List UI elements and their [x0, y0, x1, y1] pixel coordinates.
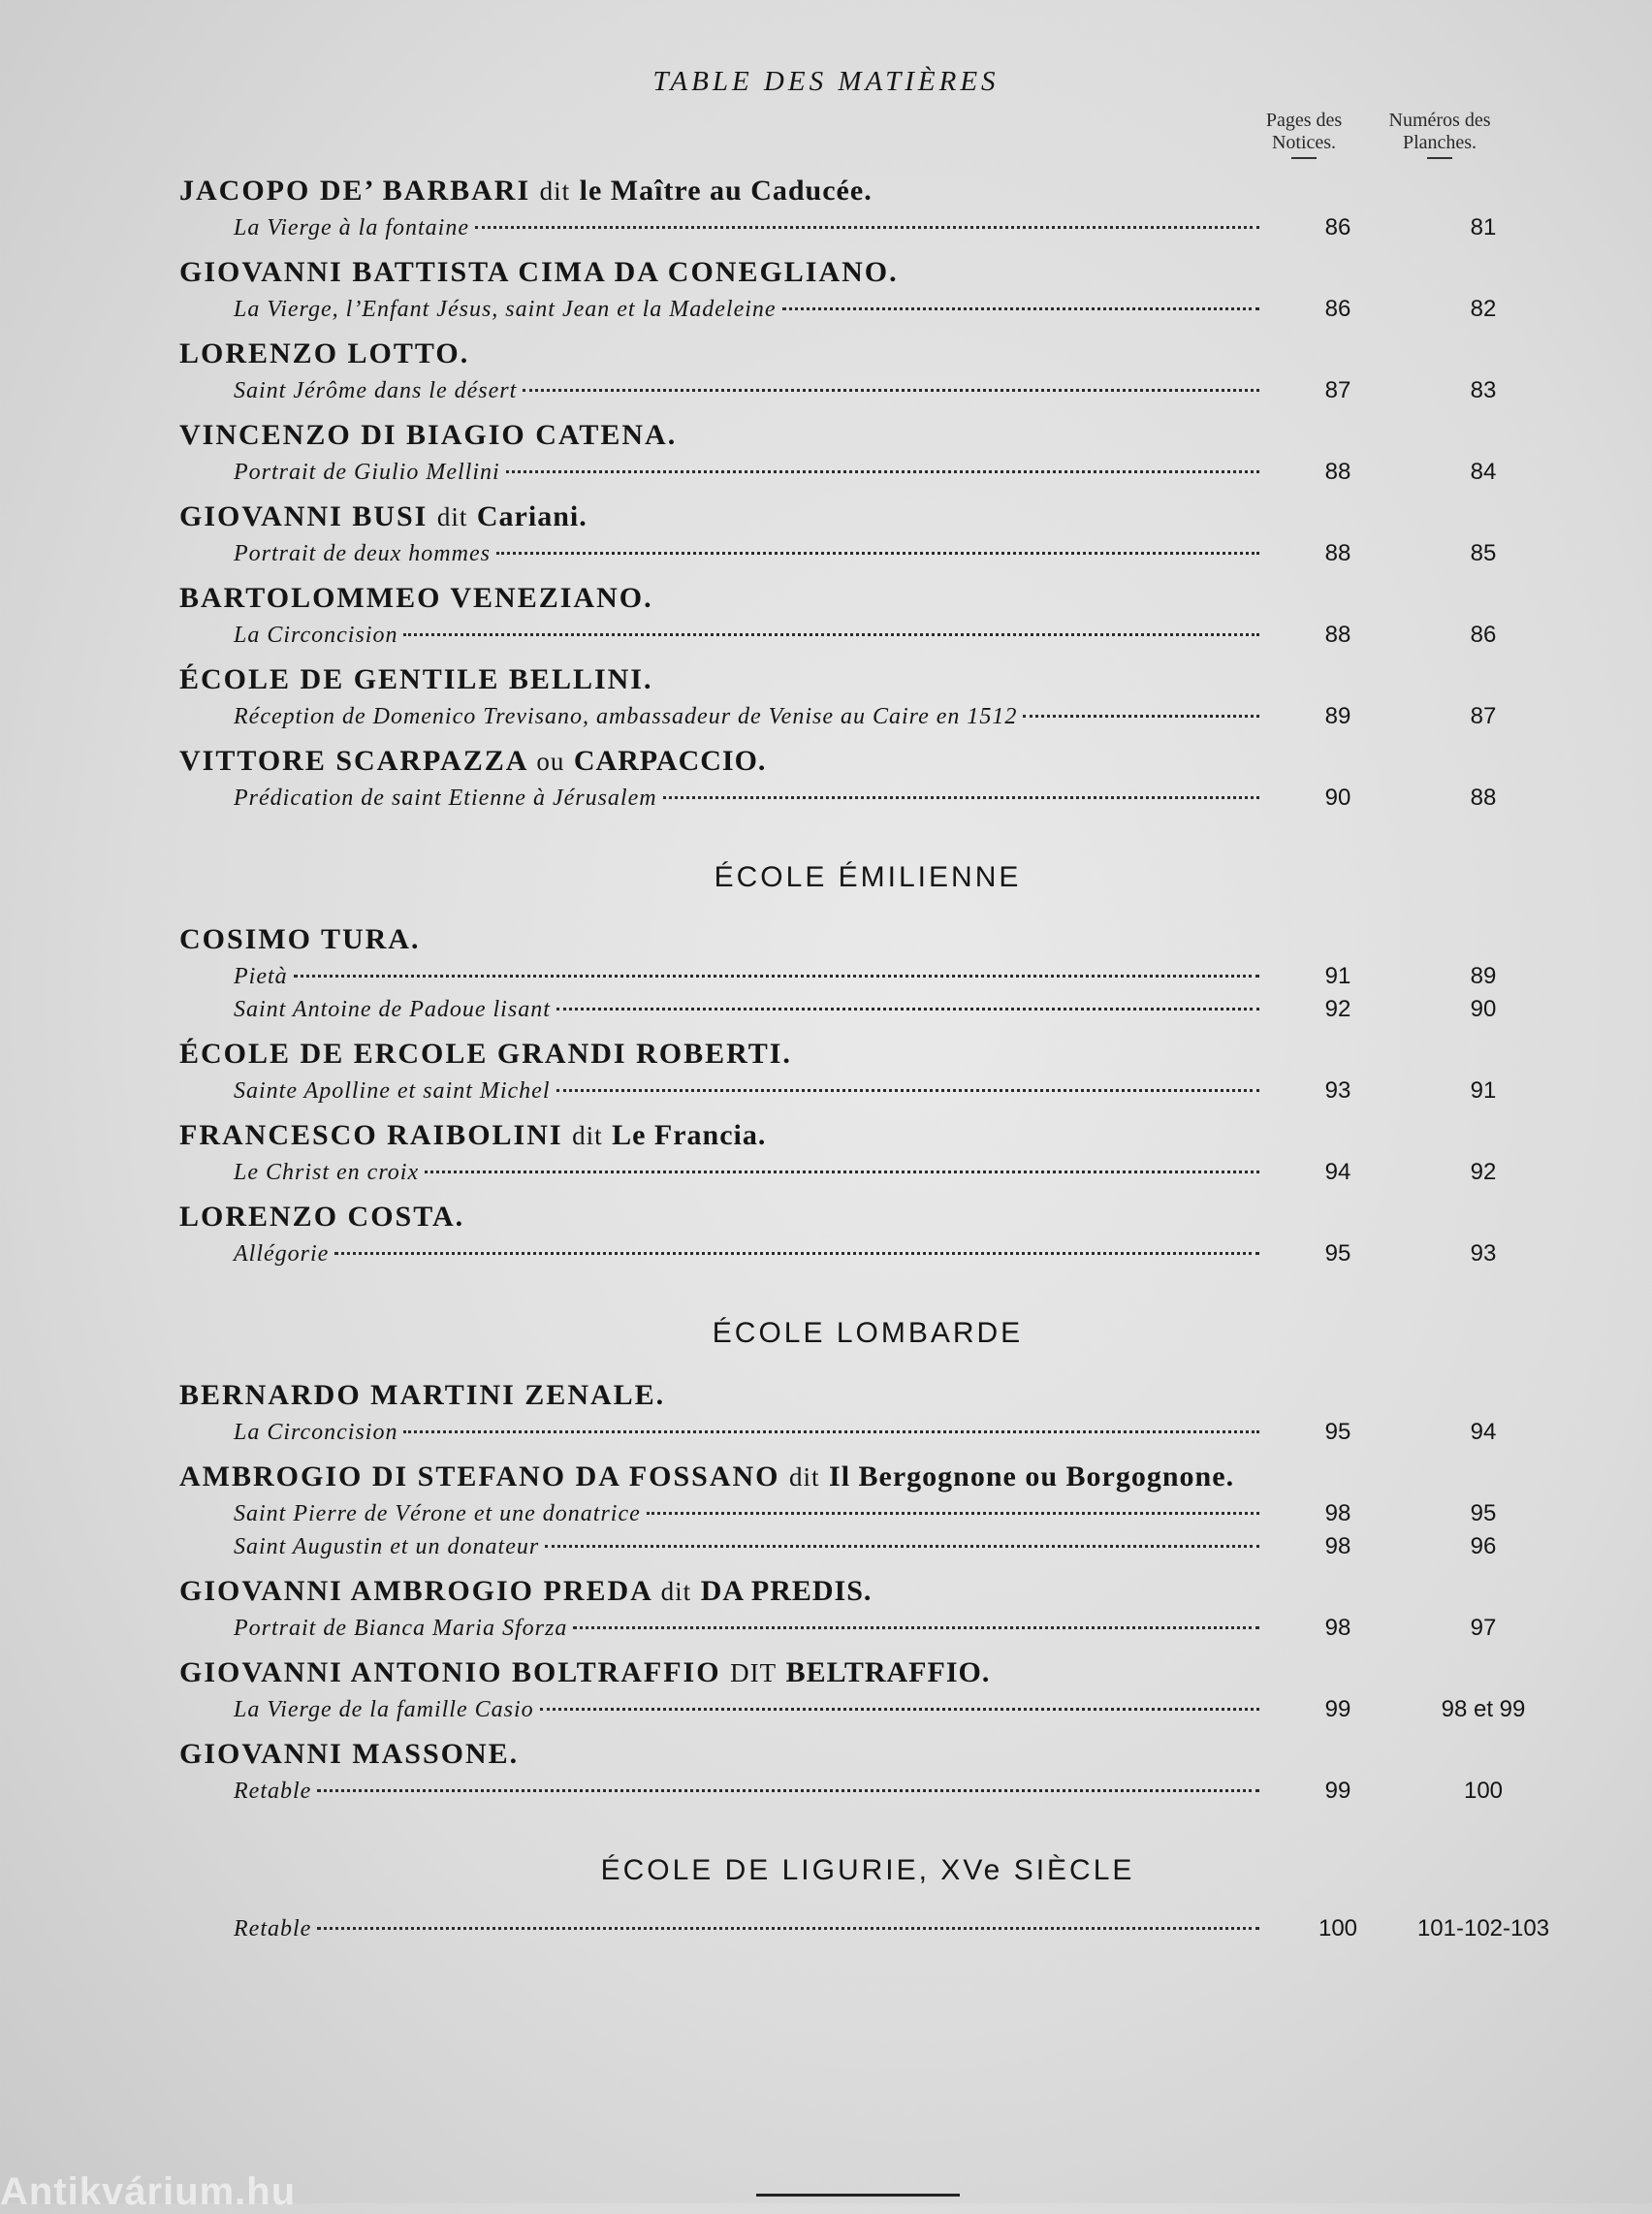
artist-alias: CARPACCIO — [573, 745, 758, 777]
work-row — [179, 1497, 1556, 1530]
dot-leader — [334, 1252, 1259, 1255]
artist-name: GIOVANNI AMBROGIO PREDA — [179, 1575, 652, 1607]
notice-page: 88 — [1324, 540, 1351, 566]
work-row — [179, 537, 1556, 570]
notice-page: 98 — [1324, 1533, 1351, 1559]
dot-leader — [294, 975, 1259, 978]
toc-entry — [179, 1734, 1556, 1808]
artist-name: COSIMO TURA — [179, 923, 411, 955]
artist-line: GIOVANNI AMBROGIO PREDA dit DA PREDIS. — [179, 1575, 874, 1607]
plate-number: 96 — [1470, 1533, 1497, 1559]
work-row — [179, 1156, 1556, 1189]
work-row — [179, 619, 1556, 652]
dot-leader — [523, 389, 1259, 392]
toc-entry — [179, 252, 1556, 326]
artist-name: VITTORE SCARPAZZA — [179, 745, 527, 777]
dot-leader — [425, 1171, 1259, 1173]
artist-line: FRANCESCO RAIBOLINI dit Le Francia. — [179, 1119, 768, 1151]
artist-name: FRANCESCO RAIBOLINI — [179, 1119, 563, 1151]
work-title: Saint Jérôme dans le désert — [234, 378, 518, 403]
column-header-plates — [1367, 110, 1512, 159]
work-row — [179, 1612, 1556, 1645]
plate-number: 93 — [1470, 1240, 1497, 1267]
work-row — [179, 293, 1556, 326]
artist-name: VINCENZO DI BIAGIO CATENA — [179, 419, 668, 451]
work-title: Portrait de Bianca Maria Sforza — [234, 1616, 568, 1641]
toc-entry — [179, 578, 1556, 652]
work-row — [179, 374, 1556, 407]
artist-line: JACOPO DE’ BARBARI dit le Maître au Caducée. — [179, 175, 874, 207]
artist-alias: Cariani — [476, 500, 580, 532]
artist-name: JACOPO DE’ BARBARI — [179, 175, 531, 207]
dot-leader — [545, 1545, 1259, 1548]
artist-line: VINCENZO DI BIAGIO CATENA. — [179, 419, 678, 451]
artist-line: LORENZO LOTTO. — [179, 337, 470, 369]
plate-number: 89 — [1470, 963, 1497, 989]
dot-leader — [317, 1789, 1259, 1792]
plate-number: 97 — [1470, 1615, 1497, 1641]
column-header-plates-line2: Planches. — [1402, 132, 1477, 153]
plate-number: 98 et 99 — [1441, 1696, 1526, 1722]
column-header-pages — [1231, 110, 1377, 159]
notice-page: 98 — [1324, 1500, 1351, 1526]
artist-alias: Le Francia — [612, 1119, 758, 1151]
artist-line: GIOVANNI ANTONIO BOLTRAFFIO DIT BELTRAFFIO. — [179, 1656, 992, 1688]
work-title: Allégorie — [234, 1241, 330, 1267]
column-header-pages-line2: Notices. — [1271, 132, 1337, 153]
dot-leader — [647, 1512, 1259, 1515]
toc-entry — [179, 1115, 1556, 1189]
work-row — [179, 211, 1556, 244]
work-title: La Vierge de la famille Casio — [234, 1697, 534, 1722]
work-title: Portrait de Giulio Mellini — [234, 460, 500, 485]
toc-entry — [179, 1912, 1556, 1945]
work-title: La Circoncision — [234, 1420, 398, 1445]
artist-name: BARTOLOMMEO VENEZIANO — [179, 582, 645, 614]
work-title: Retable — [234, 1779, 312, 1804]
work-title: Saint Antoine de Padoue lisant — [234, 997, 551, 1022]
work-row — [179, 1775, 1556, 1808]
plate-number: 94 — [1470, 1419, 1497, 1445]
dot-leader — [1023, 715, 1259, 718]
toc-entry — [179, 659, 1556, 733]
work-row — [179, 993, 1556, 1026]
notice-page: 86 — [1324, 214, 1351, 241]
footer-rule — [756, 2194, 960, 2197]
toc-entry — [179, 171, 1556, 244]
artist-name: GIOVANNI MASSONE — [179, 1738, 510, 1770]
artist-line: AMBROGIO DI STEFANO DA FOSSANO dit Il Bergognone ou Borgognone. — [179, 1460, 1236, 1492]
artist-name: BERNARDO MARTINI ZENALE — [179, 1379, 656, 1411]
work-row — [179, 1416, 1556, 1449]
artist-dit: dit — [539, 176, 571, 206]
toc-entry — [179, 1375, 1556, 1449]
plate-number: 87 — [1470, 703, 1497, 729]
work-row — [179, 700, 1556, 733]
notice-page: 90 — [1324, 785, 1351, 811]
artist-dit: dit — [660, 1577, 692, 1606]
artist-line: GIOVANNI MASSONE. — [179, 1738, 520, 1770]
work-title: Sainte Apolline et saint Michel — [234, 1078, 551, 1104]
work-row — [179, 1530, 1556, 1563]
notice-page: 93 — [1324, 1077, 1351, 1104]
work-title: Réception de Domenico Trevisano, ambassadeur de Venise au Caire en 1512 — [234, 704, 1018, 729]
artist-name: AMBROGIO DI STEFANO DA FOSSANO — [179, 1460, 780, 1492]
artist-alias: BELTRAFFIO — [785, 1656, 982, 1688]
toc-entry — [179, 919, 1556, 1026]
work-row — [179, 782, 1556, 815]
artist-dit: dit — [789, 1462, 820, 1492]
notice-page: 95 — [1324, 1419, 1351, 1445]
work-title: Retable — [234, 1916, 312, 1941]
artist-name: LORENZO COSTA — [179, 1201, 456, 1233]
notice-page: 99 — [1324, 1778, 1351, 1804]
school-heading: ÉCOLE LOMBARDE — [712, 1317, 1024, 1349]
notice-page: 89 — [1324, 703, 1351, 729]
artist-name: ÉCOLE DE ERCOLE GRANDI ROBERTI — [179, 1038, 783, 1070]
column-header-plates-line1: Numéros des — [1388, 110, 1491, 131]
dot-leader — [475, 226, 1259, 229]
toc-entry — [179, 1571, 1556, 1645]
notice-page: 92 — [1324, 996, 1351, 1022]
dot-leader — [506, 470, 1259, 473]
plate-number: 100 — [1463, 1778, 1504, 1804]
work-row — [179, 960, 1556, 993]
artist-alias: DA PREDIS — [700, 1575, 864, 1607]
watermark: Antikvárium.hu — [0, 2170, 297, 2213]
work-title: La Vierge à la fontaine — [234, 215, 469, 241]
dot-leader — [317, 1927, 1259, 1930]
dot-leader — [403, 633, 1259, 636]
artist-alias: Il Bergognone ou Borgognone — [829, 1460, 1226, 1492]
dot-leader — [496, 552, 1259, 555]
notice-page: 88 — [1324, 622, 1351, 648]
dot-leader — [556, 1089, 1260, 1092]
work-title: Prédication de saint Etienne à Jérusalem — [234, 786, 657, 811]
artist-line: COSIMO TURA. — [179, 923, 421, 955]
dot-leader — [540, 1708, 1259, 1711]
artist-dit: dit — [436, 502, 468, 531]
plate-number: 84 — [1470, 459, 1497, 485]
column-dash — [1291, 157, 1317, 159]
dot-leader — [663, 796, 1259, 799]
toc-entry — [179, 1457, 1556, 1563]
work-title: La Circoncision — [234, 623, 398, 648]
toc-entry — [179, 1197, 1556, 1270]
artist-line: ÉCOLE DE ERCOLE GRANDI ROBERTI. — [179, 1038, 792, 1070]
notice-page: 99 — [1324, 1696, 1351, 1722]
plate-number: 86 — [1470, 622, 1497, 648]
artist-name: ÉCOLE DE GENTILE BELLINI — [179, 663, 644, 695]
notice-page: 94 — [1324, 1159, 1351, 1185]
table-of-contents — [179, 163, 1556, 1945]
work-title: Le Christ en croix — [234, 1160, 420, 1185]
artist-dit: dit — [572, 1121, 603, 1150]
notice-page: 95 — [1324, 1240, 1351, 1267]
column-dash — [1427, 157, 1452, 159]
plate-number: 92 — [1470, 1159, 1497, 1185]
school-heading: ÉCOLE ÉMILIENNE — [714, 861, 1022, 893]
notice-page: 87 — [1324, 377, 1351, 403]
plate-number: 82 — [1470, 296, 1497, 322]
notice-page: 86 — [1324, 296, 1351, 322]
dot-leader — [403, 1430, 1259, 1433]
plate-number: 85 — [1470, 540, 1497, 566]
plate-number: 91 — [1470, 1077, 1497, 1104]
notice-page: 88 — [1324, 459, 1351, 485]
work-row — [179, 456, 1556, 489]
work-row — [179, 1075, 1556, 1107]
dot-leader — [573, 1626, 1259, 1629]
plate-number: 101-102-103 — [1416, 1915, 1550, 1941]
artist-dit: DIT — [730, 1658, 778, 1687]
artist-dit: ou — [536, 747, 565, 776]
work-title: Saint Augustin et un donateur — [234, 1534, 540, 1559]
plate-number: 95 — [1470, 1500, 1497, 1526]
artist-name: GIOVANNI ANTONIO BOLTRAFFIO — [179, 1656, 721, 1688]
artist-line: GIOVANNI BUSI dit Cariani. — [179, 500, 588, 532]
work-title: Portrait de deux hommes — [234, 541, 491, 566]
plate-number: 83 — [1470, 377, 1497, 403]
artist-line: ÉCOLE DE GENTILE BELLINI. — [179, 663, 653, 695]
dot-leader — [556, 1008, 1259, 1011]
toc-entry — [179, 1652, 1556, 1726]
column-header-pages-line1: Pages des — [1265, 110, 1343, 131]
artist-name: LORENZO LOTTO — [179, 337, 461, 369]
toc-entry — [179, 334, 1556, 407]
toc-entry — [179, 741, 1556, 815]
work-title: Saint Pierre de Vérone et une donatrice — [234, 1501, 641, 1526]
work-row — [179, 1693, 1556, 1726]
plate-number: 90 — [1470, 996, 1497, 1022]
artist-name: GIOVANNI BATTISTA CIMA DA CONEGLIANO — [179, 256, 890, 288]
toc-entry — [179, 1034, 1556, 1107]
artist-line: BERNARDO MARTINI ZENALE. — [179, 1379, 666, 1411]
work-row — [179, 1912, 1556, 1945]
work-row — [179, 1237, 1556, 1270]
work-title: La Vierge, l’Enfant Jésus, saint Jean et la Madeleine — [234, 297, 777, 322]
artist-name: GIOVANNI BUSI — [179, 500, 429, 532]
school-heading: ÉCOLE DE LIGURIE, XVe SIÈCLE — [600, 1854, 1135, 1886]
toc-entry — [179, 415, 1556, 489]
artist-line: GIOVANNI BATTISTA CIMA DA CONEGLIANO. — [179, 256, 899, 288]
artist-line: BARTOLOMMEO VENEZIANO. — [179, 582, 653, 614]
artist-alias: le Maître au Caducée — [579, 175, 865, 207]
running-head: TABLE DES MATIÈRES — [652, 66, 1000, 97]
notice-page: 100 — [1318, 1915, 1358, 1941]
notice-page: 98 — [1324, 1615, 1351, 1641]
toc-entry — [179, 497, 1556, 570]
plate-number: 81 — [1470, 214, 1497, 241]
artist-line: LORENZO COSTA. — [179, 1201, 465, 1233]
artist-line: VITTORE SCARPAZZA ou CARPACCIO. — [179, 745, 768, 777]
dot-leader — [782, 307, 1259, 310]
plate-number: 88 — [1470, 785, 1497, 811]
notice-page: 91 — [1324, 963, 1351, 989]
work-title: Pietà — [234, 964, 288, 989]
